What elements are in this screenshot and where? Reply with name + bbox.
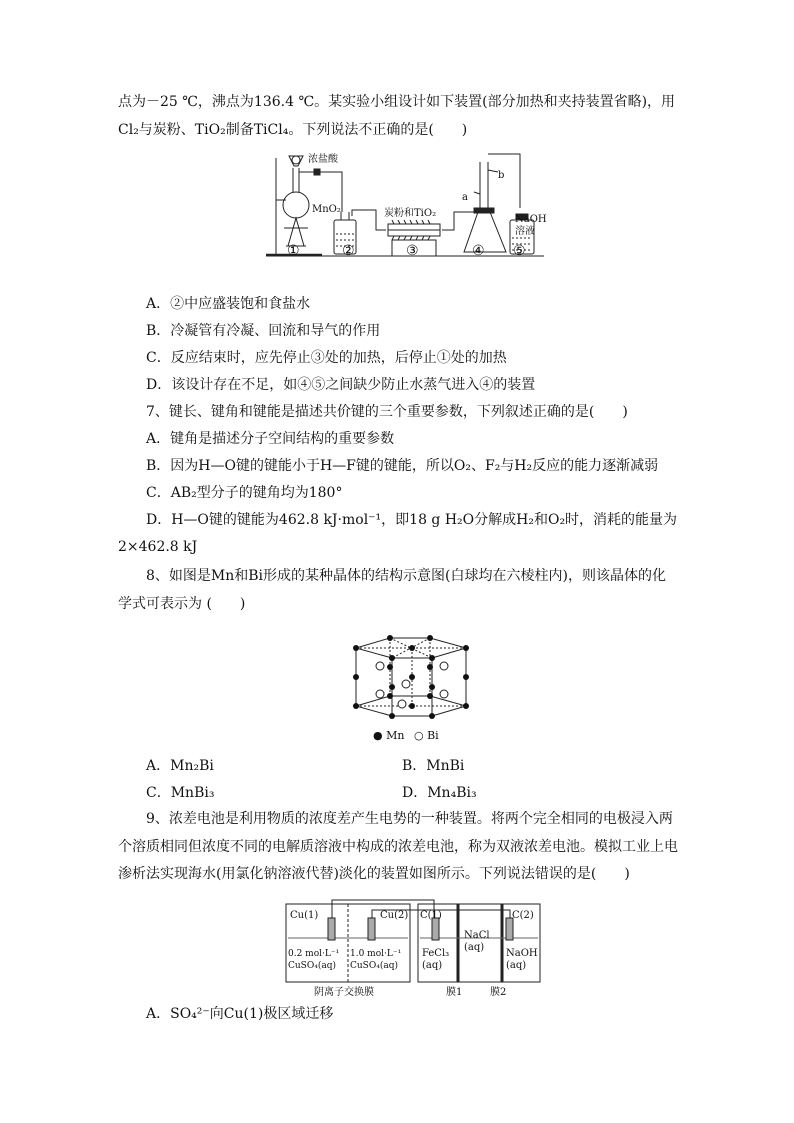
- q9-stem-line1: 9、浓差电池是利用物质的浓度差产生电势的一种装置。将两个完全相同的电极浸入两: [146, 811, 673, 827]
- sol3-state: (aq): [422, 960, 443, 971]
- apparatus-number-4: ④: [472, 243, 485, 259]
- q6-intro-line2: Cl₂与炭粉、TiO₂制备TiCl₄。下列说法不正确的是( ): [118, 122, 468, 138]
- bi-legend-circle-icon: ○: [413, 729, 424, 742]
- anion-membrane-label: 阴离子交换膜: [314, 987, 374, 998]
- crystal-structure-figure: [346, 628, 478, 724]
- label-naoh: NaOH: [515, 214, 547, 225]
- sol5-state: (aq): [506, 960, 527, 971]
- label-mno2: MnO₂: [312, 204, 341, 215]
- apparatus-number-1: ①: [287, 243, 300, 259]
- q7-option-b: B．因为H—O键的键能小于H—F键的键能，所以O₂、F₂与H₂反应的能力逐渐减弱: [146, 458, 659, 474]
- q8-option-d: D．Mn₄Bi₃: [402, 785, 477, 801]
- q6-option-a: A．②中应盛装饱和食盐水: [146, 296, 311, 312]
- sol4-name: NaCl: [464, 930, 490, 941]
- q8-stem-line1: 8、如图是Mn和Bi形成的某种晶体的结构示意图(白球均在六棱柱内)，则该晶体的化: [146, 568, 666, 584]
- c1-label: C(1): [420, 910, 442, 921]
- q6-intro-line1: 点为－25 ℃，沸点为136.4 ℃。某实验小组设计如下装置(部分加热和夹持装置省略)，用: [118, 94, 676, 110]
- q6-option-c: C．反应结束时，应先停止③处的加热，后停止①处的加热: [146, 350, 507, 366]
- apparatus-number-2: ②: [342, 243, 355, 259]
- crystal-legend: [373, 729, 439, 743]
- q7-option-d: D．H—O键的键能为462.8 kJ·mol⁻¹，即18 g H₂O分解成H₂和O₂时，消耗的能量为: [146, 512, 678, 528]
- legend-mn: Mn: [386, 729, 405, 742]
- sol2-conc: 1.0 mol·L⁻¹: [350, 949, 402, 959]
- q7-stem: 7、键长、键角和键能是描述共价键的三个重要参数，下列叙述正确的是( ): [146, 404, 628, 420]
- apparatus-number-3: ③: [406, 243, 419, 259]
- label-carbon: 炭粉和TiO₂: [384, 208, 437, 219]
- q6-option-d: D．该设计存在不足，如④⑤之间缺少防止水蒸气进入④的装置: [146, 377, 536, 393]
- sol1-conc: 0.2 mol·L⁻¹: [288, 949, 340, 959]
- legend-bi: Bi: [427, 729, 439, 742]
- sol5-name: NaOH: [506, 948, 538, 959]
- concentration-cell-figure: [284, 894, 542, 998]
- q8-option-a: A．Mn₂Bi: [146, 758, 214, 774]
- q7-option-a: A．键角是描述分子空间结构的重要参数: [146, 431, 395, 447]
- apparatus-number-5: ⑤: [513, 243, 526, 259]
- sol1-name: CuSO₄(aq): [288, 961, 336, 971]
- sol2-name: CuSO₄(aq): [350, 961, 398, 971]
- q9-stem-line3: 渗析法实现海水(用氯化钠溶液代替)淡化的装置如图所示。下列说法错误的是( ): [118, 866, 630, 882]
- cu1-label: Cu(1): [290, 910, 319, 921]
- membrane2-label: 膜2: [490, 987, 507, 998]
- q9-option-a: A．SO₄²⁻向Cu(1)极区域迁移: [146, 1006, 334, 1022]
- membrane1-label: 膜1: [446, 987, 463, 998]
- q8-stem-line2: 学式可表示为 ( ): [118, 596, 246, 612]
- q9-stem-line2: 个溶质相同但浓度不同的电解质溶液中构成的浓差电池，称为双液浓差电池。模拟工业上电: [118, 839, 678, 855]
- mn-legend-dot-icon: ●: [373, 729, 383, 742]
- label-a: a: [462, 192, 468, 203]
- label-b: b: [498, 170, 505, 181]
- cu2-label: Cu(2): [380, 910, 409, 921]
- label-hcl: 浓盐酸: [308, 154, 338, 165]
- q6-option-b: B．冷凝管有冷凝、回流和导气的作用: [146, 323, 381, 339]
- label-solution: 溶液: [515, 226, 535, 237]
- q8-option-b: B．MnBi: [402, 758, 465, 774]
- q8-option-c: C．MnBi₃: [146, 785, 215, 801]
- q7-option-c: C．AB₂型分子的键角均为180°: [146, 485, 343, 501]
- sol4-state: (aq): [464, 942, 485, 953]
- sol3-name: FeCl₃: [422, 948, 450, 959]
- apparatus-figure: [262, 148, 548, 266]
- q7-option-d-continued: 2×462.8 kJ: [118, 539, 198, 555]
- c2-label: C(2): [512, 910, 534, 921]
